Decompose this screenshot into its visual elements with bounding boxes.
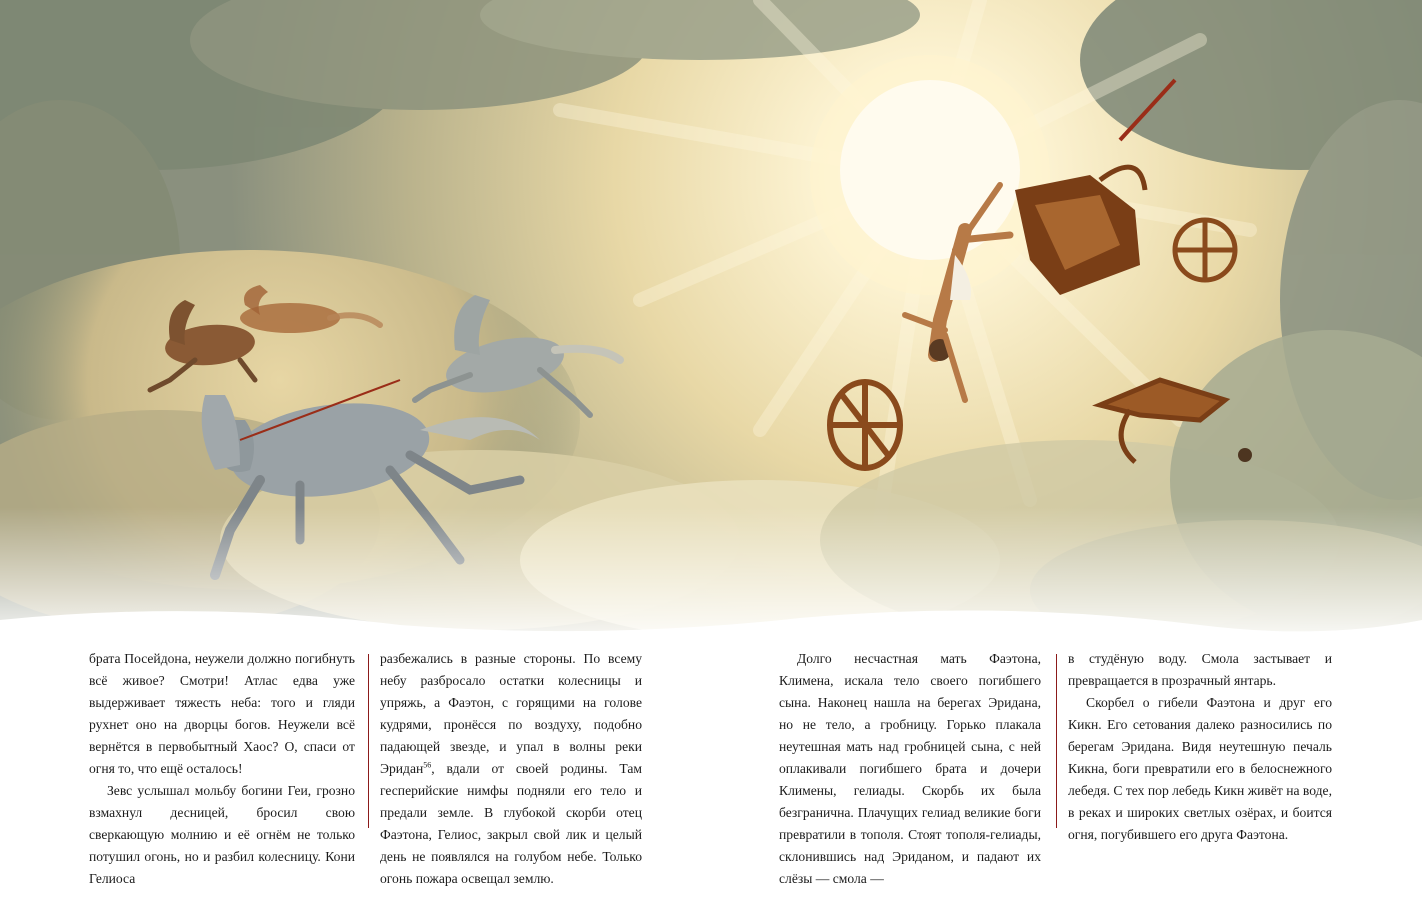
paragraph: брата Посейдона, неужели должно погибнуть всё живое? Смотри! Атлас едва уже выдерживает тяжесть неба: того и гляди рухнет оно на дворцы богов. Неужели всё вернётся в первобытный Хаос? О, спаси от огня то, что ещё осталось! [89,651,355,776]
paragraph: Зевс услышал мольбу богини Геи, грозно взмахнул десницей, бросил свою сверкающую молнию и её огнём не только потушил огонь, но и разбил колесницу. Кони Гелиоса [89,783,355,886]
text-column-4 [1068,648,1332,846]
text-column-2 [380,648,642,890]
paragraph-text: разбежались в разные стороны. По всему небу разбросало остатки колесницы и упряжь, а Фаэтон, с горящими на голове кудрями, пронёсся по воздуху, подобно падающей звезде, и упал в волны реки Эридан [380,651,642,776]
paragraph: Скорбел о гибели Фаэтона и друг его Кикн. Его сетования далеко разносились по берегам Эридана. Видя неутешную печаль Кикна, боги превратили его в белоснежного лебедя. С тех пор лебедь Кикн живёт на воде, в реках и широких светлых озёрах, и боится огня, погубившего его друга Фаэтона. [1068,695,1332,842]
paragraph: Долго несчастная мать Фаэтона, Климена, искала тело своего погибшего сына. Наконец нашла на берегах Эридана, но не тело, а гробницу. Горько плакала неутешная мать над гробницей сына, с ней оплакивали погибшего брата и дочери Климены, гелиады. Скорбь их была безгранична. Плачущих гелиад великие боги превратили в тополя. Стоят тополя-гелиады, склонившись над Эриданом, и падают их слёзы — смола — [779,651,1041,886]
text-column-3 [779,648,1041,890]
column-rule [1056,654,1057,828]
paragraph-text: , вдали от своей родины. Там гесперийские нимфы подняли его тело и предали земле. В глубокой скорби отец Фаэтона, Гелиос, закрыл свой лик и целый день не появлялся на голубом небе. Только огонь пожара освещал землю. [380,761,642,886]
paragraph: в студёную воду. Смола застывает и превращается в прозрачный янтарь. [1068,651,1332,688]
footnote-marker[interactable]: 56 [423,760,432,770]
text-column-1 [89,648,355,890]
paragraph [380,648,642,890]
column-rule [368,654,369,828]
